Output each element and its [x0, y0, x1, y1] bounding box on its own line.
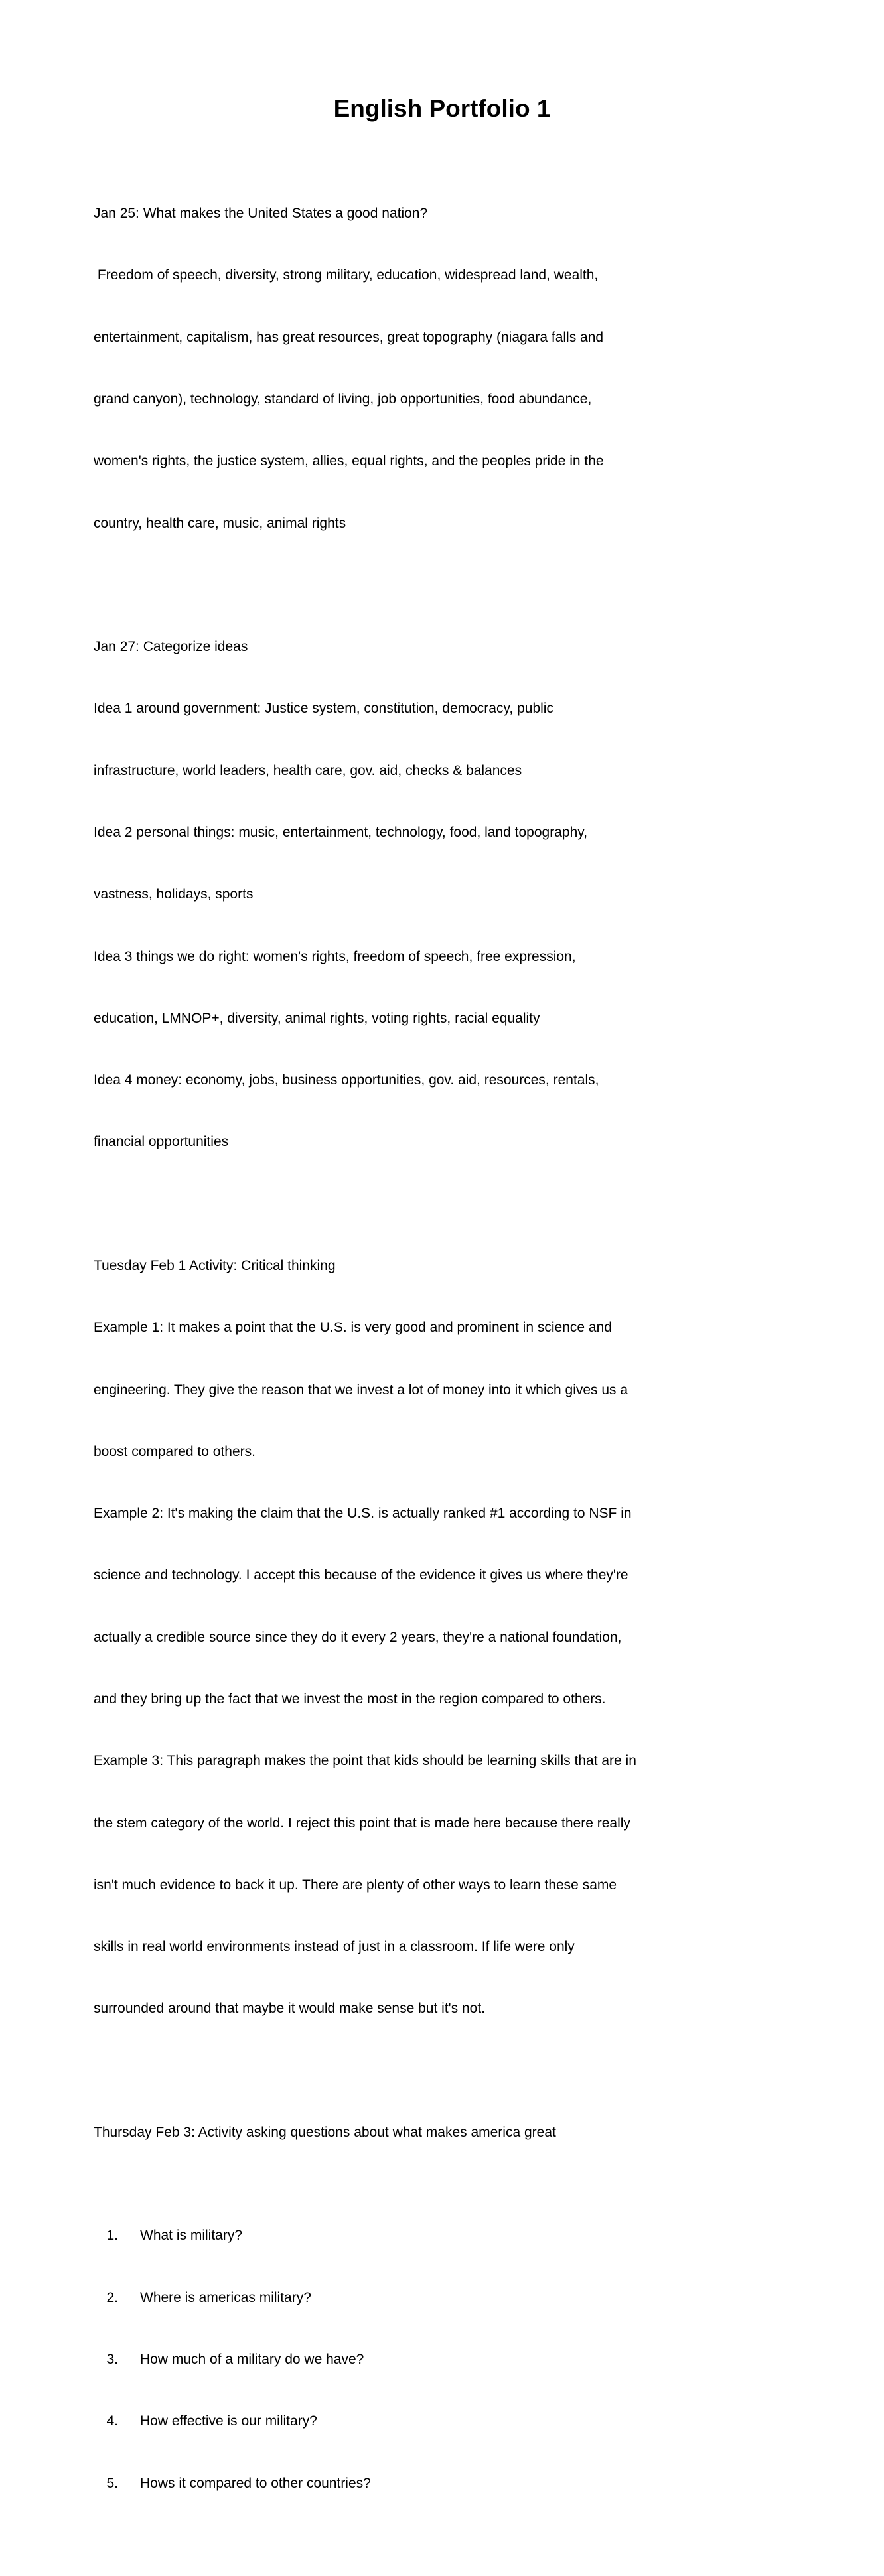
- section-jan27: [94, 595, 711, 1194]
- text-line: boost compared to others.: [94, 1443, 256, 1459]
- text-line: Example 3: This paragraph makes the point that kids should be learning skills that are in: [94, 1753, 636, 1769]
- text-line: entertainment, capitalism, has great resources, great topography (niagara falls and: [94, 329, 604, 345]
- list-item: [94, 2287, 711, 2308]
- text-line: Idea 3 things we do right: women's rights, freedom of speech, free expression,: [94, 948, 576, 964]
- document-body: [94, 162, 711, 2576]
- section-heading: Jan 27: Categorize ideas: [94, 639, 248, 655]
- section-feb1: [94, 1214, 711, 2060]
- list-item: [94, 2225, 711, 2246]
- list-item-text: How much of a military do we have?: [140, 2351, 364, 2367]
- list-item: [94, 2411, 711, 2431]
- list-item-text: How effective is our military?: [140, 2413, 317, 2429]
- text-line: Idea 4 money: economy, jobs, business opportunities, gov. aid, resources, rentals,: [94, 1072, 599, 1088]
- text-line: the stem category of the world. I reject this point that is made here because there really: [94, 1815, 630, 1831]
- text-line: grand canyon), technology, standard of living, job opportunities, food abundance,: [94, 392, 592, 407]
- paragraph-gap: [94, 1194, 711, 1214]
- paragraph-gap: [94, 2060, 711, 2081]
- section-heading: Tuesday Feb 1 Activity: Critical thinking: [94, 1257, 336, 1273]
- section-jan25: [94, 162, 711, 575]
- list-number: 1.: [106, 2228, 118, 2244]
- text-line: Idea 1 around government: Justice system, constitution, democracy, public: [94, 701, 553, 717]
- text-line: Freedom of speech, diversity, strong military, education, widespread land, wealth,: [94, 267, 599, 283]
- text-line: and they bring up the fact that we invest the most in the region compared to others.: [94, 1691, 606, 1707]
- document-title: English Portfolio 1: [333, 95, 551, 122]
- text-line: vastness, holidays, sports: [94, 887, 254, 902]
- text-line: Example 1: It makes a point that the U.S. is very good and prominent in science and: [94, 1320, 612, 1336]
- text-line: Idea 2 personal things: music, entertainment, technology, food, land topography,: [94, 825, 588, 840]
- text-line: surrounded around that maybe it would make sense but it's not.: [94, 2001, 486, 2017]
- list-number: 4.: [106, 2413, 118, 2429]
- text-line: actually a credible source since they do it every 2 years, they're a national foundation,: [94, 1629, 622, 1645]
- text-line: Example 2: It's making the claim that the U.S. is actually ranked #1 according to NSF in: [94, 1506, 632, 1522]
- text-line: engineering. They give the reason that we invest a lot of money into it which gives us a: [94, 1382, 628, 1397]
- section-heading: Jan 25: What makes the United States a good nation?: [94, 206, 428, 222]
- question-list: [94, 2184, 711, 2535]
- text-line: science and technology. I accept this because of the evidence it gives us where they're: [94, 1567, 628, 1583]
- list-item: [94, 2349, 711, 2370]
- list-item: [94, 2473, 711, 2494]
- section-heading: Thursday Feb 3: Activity asking questions about what makes america great: [94, 2124, 556, 2140]
- paragraph-gap: [94, 575, 711, 595]
- text-line: skills in real world environments instead of just in a classroom. If life were only: [94, 1939, 575, 1955]
- section-feb3: [94, 2081, 711, 2576]
- list-item-text: Hows it compared to other countries?: [140, 2475, 371, 2491]
- list-number: 2.: [106, 2289, 118, 2305]
- list-item-text: What is military?: [140, 2228, 243, 2244]
- text-line: country, health care, music, animal rights: [94, 515, 346, 531]
- text-line: isn't much evidence to back it up. There are plenty of other ways to learn these same: [94, 1877, 617, 1893]
- list-item-text: Where is americas military?: [140, 2289, 311, 2305]
- text-line: education, LMNOP+, diversity, animal rights, voting rights, racial equality: [94, 1010, 540, 1026]
- text-line: infrastructure, world leaders, health care, gov. aid, checks & balances: [94, 762, 522, 778]
- text-line: financial opportunities: [94, 1134, 229, 1150]
- text-line: women's rights, the justice system, allies, equal rights, and the peoples pride in the: [94, 453, 604, 469]
- list-number: 3.: [106, 2351, 118, 2367]
- list-number: 5.: [106, 2475, 118, 2491]
